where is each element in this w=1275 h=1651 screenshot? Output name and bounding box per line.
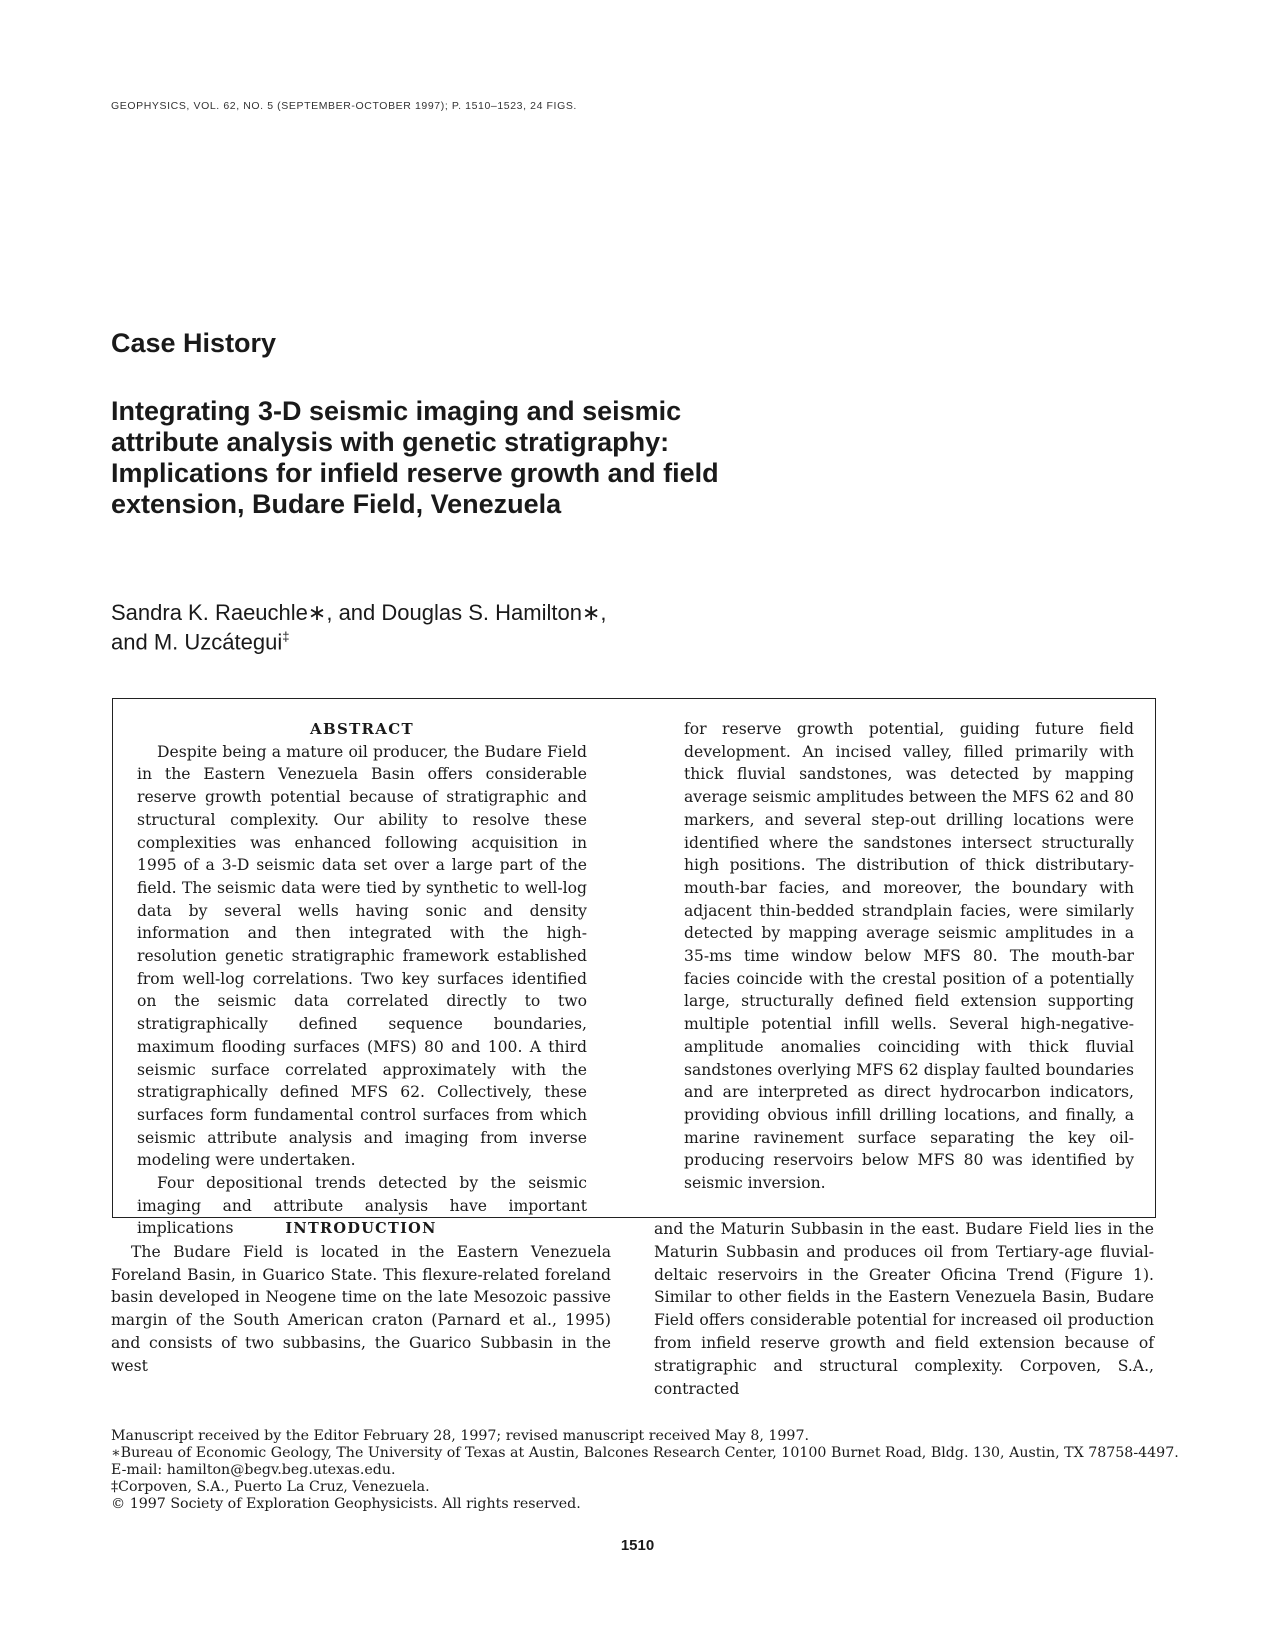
author-affiliation-mark: ‡ bbox=[282, 629, 290, 644]
footnote-email: E-mail: hamilton@begv.beg.utexas.edu. bbox=[111, 1462, 396, 1478]
introduction-column-left bbox=[111, 1218, 611, 1378]
footnote-affiliation: ‡Corpoven, S.A., Puerto La Cruz, Venezuela. bbox=[111, 1479, 430, 1495]
abstract-paragraph: Despite being a mature oil producer, the Budare Field in the Eastern Venezuela Basin offers considerable reserve growth potential because of stratigraphic and structural complexity. Our ability to resolve these complexities was enhanced following acquisition in 1995 of a 3-D seismic data set over a large part of the field. The seismic data were tied by synthetic to well-log data by several wells having sonic and density information and then integrated with the high-resolution genetic stratigraphic framework established from well-log correlations. Two key surfaces identified on the seismic data correlated directly to two stratigraphically defined sequence boundaries, maximum flooding surfaces (MFS) 80 and 100. A third seismic surface correlated approximately with the stratigraphically defined MFS 62. Collectively, these surfaces form fundamental control surfaces from which seismic attribute analysis and imaging from inverse modeling were undertaken. bbox=[137, 742, 587, 1170]
author-name: Sandra K. Raeuchle bbox=[111, 600, 308, 625]
abstract-column-right bbox=[684, 718, 1134, 1195]
author-affiliation-mark: ∗ bbox=[581, 600, 601, 625]
author-name: M. Uzcátegui bbox=[153, 629, 283, 655]
section-label: Case History bbox=[111, 328, 277, 358]
abstract-heading: ABSTRACT bbox=[310, 720, 414, 738]
author-separator: and bbox=[111, 629, 154, 655]
introduction-paragraph: The Budare Field is located in the Eastern Venezuela Foreland Basin, in Guarico State. This flexure-related foreland basin developed in Neogene time on the late Mesozoic passive margin of the South American craton (Parnard et al., 1995) and consists of two subbasins, the Guarico Subbasin in the west bbox=[111, 1242, 611, 1375]
footnote-copyright: © 1997 Society of Exploration Geophysicists. All rights reserved. bbox=[111, 1496, 581, 1512]
author-line-2 bbox=[111, 625, 607, 654]
introduction-column-right bbox=[654, 1218, 1154, 1400]
author-line-1 bbox=[111, 601, 607, 625]
author-name: Douglas S. Hamilton bbox=[381, 600, 582, 625]
abstract-paragraph: for reserve growth potential, guiding future field development. An incised valley, filled primarily with thick fluvial sandstones, was detected by mapping average seismic amplitudes between the MFS 62 and 80 markers, and several step-out drilling locations were identified where the sandstones intersect structurally high positions. The distribution of thick distributary-mouth-bar facies, and moreover, the boundary with adjacent thin-bedded strandplain facies, were similarly detected by mapping average seismic amplitudes in a 35-ms time window below MFS 80. The mouth-bar facies coincide with the crestal position of a potentially large, structurally defined field extension supporting multiple potential infill wells. Several high-negative-amplitude anomalies coinciding with thick fluvial sandstones overlying MFS 62 display faulted boundaries and are interpreted as direct hydrocarbon indicators, providing obvious infill drilling locations, and finally, a marine ravinement surface separating the key oil-producing reservoirs below MFS 80 was identified by seismic inversion. bbox=[684, 720, 1134, 1193]
introduction-heading: INTRODUCTION bbox=[285, 1220, 437, 1237]
author-affiliation-mark: ∗ bbox=[307, 600, 327, 625]
introduction-paragraph: and the Maturin Subbasin in the east. Budare Field lies in the Maturin Subbasin and produces oil from Tertiary-age fluvial-deltaic reservoirs in the Greater Oficina Trend (Figure 1). Similar to other fields in the Eastern Venezuela Basin, Budare Field offers considerable potential for increased oil production from infield reserve growth and field extension because of stratigraphic and structural complexity. Corpoven, S.A., contracted bbox=[654, 1220, 1154, 1398]
abstract-column-left bbox=[137, 718, 587, 1240]
page-number: 1510 bbox=[620, 1537, 655, 1554]
author-list bbox=[111, 601, 607, 654]
author-separator: , bbox=[600, 600, 607, 625]
footnotes bbox=[111, 1428, 1179, 1513]
article-title: Integrating 3-D seismic imaging and seismic attribute analysis with genetic stratigraphy: Implications for infield reserve growth and field extension, Budare Field, Venezuela bbox=[111, 396, 719, 519]
author-separator: , and bbox=[326, 600, 382, 625]
footnote-received: Manuscript received by the Editor February 28, 1997; revised manuscript received May 8, 1997. bbox=[111, 1428, 809, 1444]
abstract-paragraph: Four depositional trends detected by the seismic imaging and attribute analysis have important implications bbox=[137, 1174, 587, 1238]
footnote-affiliation: ∗Bureau of Economic Geology, The University of Texas at Austin, Balcones Research Center, 10100 Burnet Road, Bldg. 130, Austin, TX 78758-4497. bbox=[111, 1445, 1179, 1461]
journal-reference: GEOPHYSICS, VOL. 62, NO. 5 (SEPTEMBER-OCTOBER 1997); P. 1510–1523, 24 FIGS. bbox=[111, 100, 577, 112]
